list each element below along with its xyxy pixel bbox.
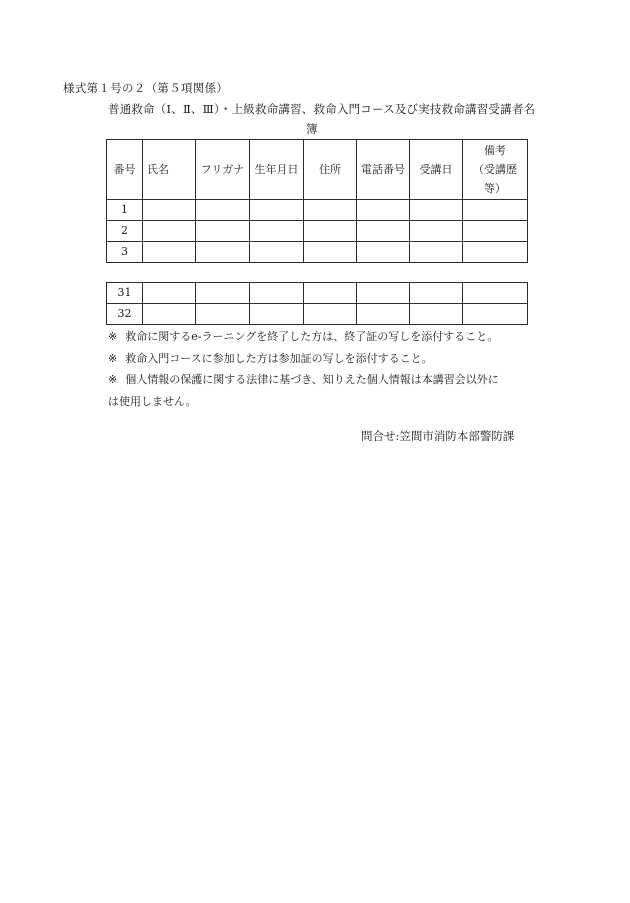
header-furigana: フリガナ (196, 140, 250, 200)
cell-birthdate[interactable] (250, 200, 304, 221)
header-remarks-line2: （受講歴 (473, 163, 517, 176)
header-address: 住所 (304, 140, 357, 200)
cell-furigana[interactable] (196, 200, 250, 221)
cell-phone[interactable] (357, 221, 410, 242)
note-text: 救命に関するe-ラーニングを終了した方は、終了証の写しを添付すること。 (125, 330, 499, 343)
cell-birthdate[interactable] (250, 221, 304, 242)
row-number: 2 (107, 221, 143, 242)
cell-furigana[interactable] (196, 242, 250, 263)
note-text: 救命入門コースに参加した方は参加証の写しを添付すること。 (125, 351, 433, 365)
cell-course-date[interactable] (410, 221, 463, 242)
header-remarks (463, 140, 528, 200)
cell-name[interactable] (143, 221, 196, 242)
cell-address[interactable] (304, 221, 357, 242)
cell-remarks[interactable] (463, 200, 528, 221)
cell-birthdate[interactable] (250, 304, 304, 325)
row-number: 3 (107, 242, 143, 263)
roster-table-top (106, 139, 528, 263)
cell-remarks[interactable] (463, 283, 528, 304)
cell-birthdate[interactable] (250, 242, 304, 263)
cell-furigana[interactable] (196, 304, 250, 325)
table-row (107, 283, 528, 304)
table-row (107, 221, 528, 242)
cell-course-date[interactable] (410, 242, 463, 263)
cell-phone[interactable] (357, 242, 410, 263)
header-remarks-line3: 等） (484, 182, 506, 195)
row-number: 31 (107, 283, 143, 304)
table-row (107, 304, 528, 325)
cell-name[interactable] (143, 304, 196, 325)
note-privacy-continued: は使用しません。 (108, 394, 197, 408)
cell-address[interactable] (304, 200, 357, 221)
roster-table-bottom (106, 282, 528, 325)
row-number: 32 (107, 304, 143, 325)
cell-furigana[interactable] (196, 221, 250, 242)
contact-info: 問合せ:笠間市消防本部警防課 (361, 429, 515, 443)
cell-furigana[interactable] (196, 283, 250, 304)
note-privacy (108, 369, 528, 391)
table-header-row (107, 140, 528, 200)
note-mark: ※ (108, 330, 118, 343)
cell-course-date[interactable] (410, 283, 463, 304)
header-name: 氏名 (143, 140, 196, 200)
cell-address[interactable] (304, 304, 357, 325)
cell-remarks[interactable] (463, 304, 528, 325)
header-number: 番号 (107, 140, 143, 200)
note-elearning (108, 326, 528, 348)
table-row (107, 242, 528, 263)
cell-remarks[interactable] (463, 242, 528, 263)
document-title-continued: 簿 (306, 122, 318, 136)
cell-address[interactable] (304, 242, 357, 263)
cell-address[interactable] (304, 283, 357, 304)
header-birthdate: 生年月日 (250, 140, 304, 200)
note-mark: ※ (108, 351, 118, 365)
cell-name[interactable] (143, 200, 196, 221)
header-remarks-line1: 備考 (484, 144, 506, 157)
cell-course-date[interactable] (410, 304, 463, 325)
cell-phone[interactable] (357, 283, 410, 304)
header-course-date: 受講日 (410, 140, 463, 200)
document-title: 普通救命（Ⅰ、Ⅱ、Ⅲ）・上級救命講習、救命入門コース及び実技救命講習受講者名 (108, 102, 536, 116)
cell-course-date[interactable] (410, 200, 463, 221)
table-row (107, 200, 528, 221)
cell-phone[interactable] (357, 304, 410, 325)
cell-name[interactable] (143, 283, 196, 304)
note-intro-course (108, 348, 528, 370)
cell-name[interactable] (143, 242, 196, 263)
notes-section (108, 326, 528, 412)
note-mark: ※ (108, 373, 118, 386)
form-number: 様式第１号の２（第５項関係） (63, 81, 229, 95)
header-phone: 電話番号 (357, 140, 410, 200)
cell-birthdate[interactable] (250, 283, 304, 304)
cell-remarks[interactable] (463, 221, 528, 242)
row-number: 1 (107, 200, 143, 221)
note-text: 個人情報の保護に関する法律に基づき、知りえた個人情報は本講習会以外に (125, 373, 499, 386)
cell-phone[interactable] (357, 200, 410, 221)
